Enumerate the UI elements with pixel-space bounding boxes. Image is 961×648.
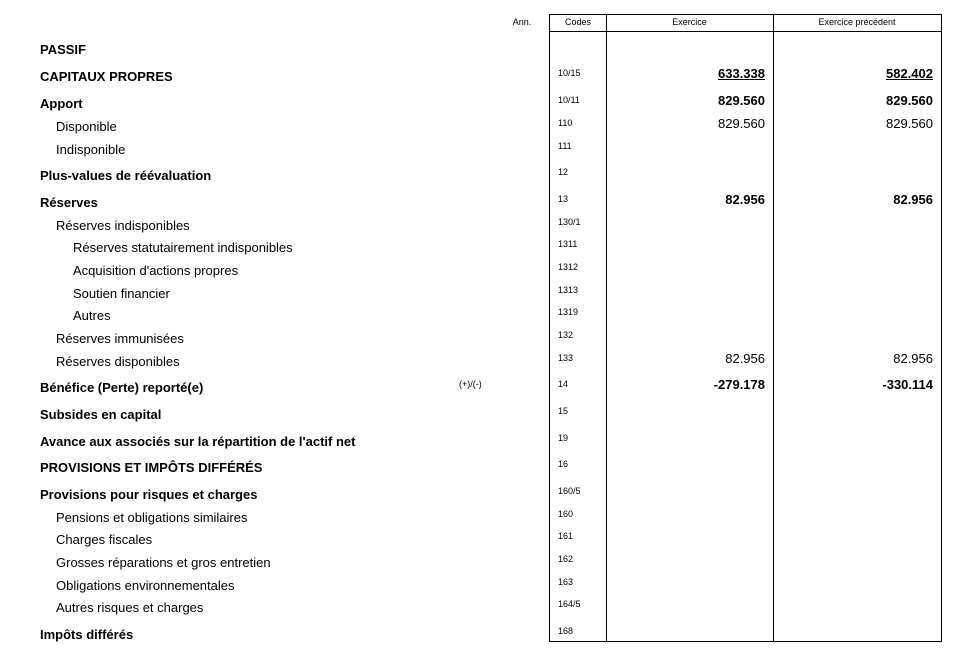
table-row [0,330,961,352]
table-row [0,577,961,599]
current-year-value: 829.560 [718,93,765,108]
row-code: 132 [558,330,574,340]
table-row [0,406,961,428]
row-code: 19 [558,433,569,443]
table-row [0,486,961,508]
table-row [0,68,961,90]
row-label: Grosses réparations et gros entretien [56,555,271,570]
row-sign-indicator: (+)/(-) [459,379,482,389]
row-label: PROVISIONS ET IMPÔTS DIFFÉRÉS [40,460,263,475]
table-row [0,194,961,216]
row-label: Charges fiscales [56,532,153,547]
table-row [0,262,961,284]
table-row [0,118,961,140]
row-label: Autres risques et charges [56,600,204,615]
table-row [0,141,961,163]
row-label: Provisions pour risques et charges [40,487,258,502]
row-code: 160 [558,509,574,519]
table-row [0,239,961,261]
row-code: 168 [558,626,574,636]
row-label: Réserves disponibles [56,354,180,369]
current-year-value: -279.178 [713,377,765,392]
row-code: 130/1 [558,217,581,227]
table-row [0,379,961,401]
row-label: Réserves statutairement indisponibles [73,240,293,255]
table-row [0,599,961,621]
table-row [0,307,961,329]
row-code: 160/5 [558,486,581,496]
row-code: 110 [558,118,573,128]
current-year-value: 633.338 [718,66,765,81]
row-label: Subsides en capital [40,407,162,422]
table-row [0,167,961,189]
table-row [0,531,961,553]
row-code: 164/5 [558,599,581,609]
table-row [0,433,961,455]
row-label: CAPITAUX PROPRES [40,69,173,84]
exercice-header: Exercice [672,17,707,27]
row-code: 12 [558,167,569,177]
row-code: 16 [558,459,569,469]
table-row [0,95,961,117]
table-row [0,353,961,375]
row-label: Indisponible [56,142,126,157]
ann-header: Ann. [512,17,532,27]
exercice-precedent-header: Exercice précédent [818,17,896,27]
header-separator [549,31,942,32]
table-row [0,509,961,531]
codes-header: Codes [564,17,591,27]
row-label: Réserves indisponibles [56,218,190,233]
row-code: 1313 [558,285,579,295]
previous-year-value: 82.956 [893,351,933,366]
row-code: 1311 [558,239,578,249]
row-code: 1319 [558,307,579,317]
row-label: Avance aux associés sur la répartition de l'actif net [40,434,356,449]
table-row [0,554,961,576]
previous-year-value: 582.402 [886,66,933,81]
row-code: 10/11 [558,95,580,105]
row-label: PASSIF [40,42,86,57]
table-row [0,626,961,648]
previous-year-value: 82.956 [893,192,933,207]
row-label: Autres [73,308,111,323]
row-label: Impôts différés [40,627,134,642]
row-code: 162 [558,554,574,564]
row-label: Bénéfice (Perte) reporté(e) [40,380,204,395]
row-code: 13 [558,194,569,204]
row-code: 161 [558,531,574,541]
row-code: 111 [558,141,572,151]
table-row [0,285,961,307]
row-label: Réserves [40,195,98,210]
table-row [0,217,961,239]
current-year-value: 829.560 [718,116,765,131]
row-label: Apport [40,96,83,111]
row-label: Plus-values de réévaluation [40,168,212,183]
table-row [0,41,961,63]
row-label: Obligations environnementales [56,578,235,593]
row-code: 14 [558,379,569,389]
previous-year-value: 829.560 [886,116,933,131]
row-label: Acquisition d'actions propres [73,263,239,278]
row-label: Réserves immunisées [56,331,184,346]
table-row [0,459,961,481]
row-code: 1312 [558,262,579,272]
row-code: 163 [558,577,574,587]
previous-year-value: 829.560 [886,93,933,108]
row-code: 15 [558,406,569,416]
previous-year-value: -330.114 [882,377,933,392]
current-year-value: 82.956 [725,351,765,366]
row-label: Soutien financier [73,286,170,301]
row-label: Pensions et obligations similaires [56,510,248,525]
row-code: 133 [558,353,574,363]
row-code: 10/15 [558,68,581,78]
row-label: Disponible [56,119,117,134]
current-year-value: 82.956 [725,192,765,207]
